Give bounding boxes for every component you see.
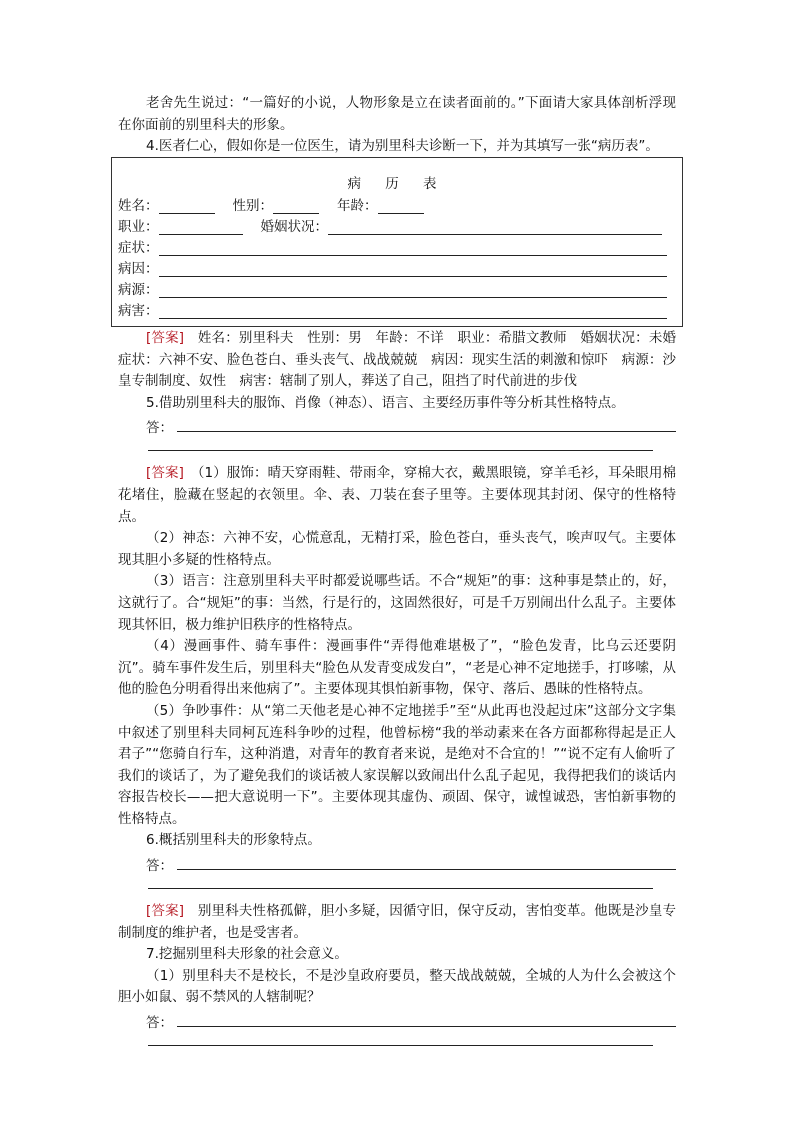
answers-section <box>118 328 690 1046</box>
source-field[interactable] <box>159 283 667 298</box>
answer-5-1: [答案] （1）服饰：晴天穿雨鞋、带雨伞，穿棉大衣，戴黑眼镜，穿羊毛衫，耳朵眼用棉花堵住，脸藏在竖起的衣领里。伞、表、刀装在套子里等。主要体现其封闭、保守的性格特点。 <box>118 465 676 525</box>
form-row-cause <box>118 257 667 277</box>
answer-line-5 <box>118 414 676 436</box>
answer-tag: [答案] <box>146 330 185 346</box>
answer-line-6 <box>118 852 676 874</box>
cause-field[interactable] <box>159 262 667 277</box>
answer-tag: [答案] <box>146 903 185 920</box>
answer-5-5: （5）争吵事件：从“第二天他老是心神不定地搓手”至“从此再也没起过床”这部分文字集中叙述了别里科夫同柯瓦连科争吵的过程，他曾标榜“我的举动素来在各方面都称得起是正人君子”“您骑自行车，这种消遣，对青年的教育者来说，是绝对不合宜的！”“说不定有人偷听了我们的谈话了，为了避免我们的谈话被人家误解以致闹出什么乱子起见，我得把我们的谈话内容报告校长——把大意说明一下”。主要体现其虚伪、顽固、保守，诚惶诚恐，害怕新事物的性格特点。 <box>118 702 676 827</box>
answer-4: [答案] 姓名：别里科夫 性别：男 年龄：不详 职业：希腊文教师 婚姻状况：未婚 症状：六神不安、脸色苍白、垂头丧气、战战兢兢 病因：现实生活的刺激和惊吓 病源：沙皇专制制度、奴性 病害：辖制了别人，葬送了自己，阻挡了时代前进的步伐 <box>118 330 690 390</box>
gender-field[interactable] <box>273 199 319 214</box>
answer-input-5b[interactable] <box>148 436 653 451</box>
answer-input-5[interactable] <box>177 431 676 432</box>
form-row-symptom <box>118 236 667 256</box>
answer-6: [答案] 别里科夫性格孤僻，胆小多疑，因循守旧，保守反动，害怕变革。他既是沙皇专制制度的维护者，也是受害者。 <box>118 903 676 941</box>
job-label: 职业： <box>118 219 159 235</box>
question-7: 7.挖掘别里科夫形象的社会意义。 <box>146 946 348 963</box>
answer-5-4: （4）漫画事件、骑车事件：漫画事件“弄得他难堪极了”，“脸色发青，比乌云还要阴沉”。骑车事件发生后，别里科夫“脸色从发青变成发白”，“老是心神不定地搓手，打哆嗦，从他的脸色分明看得出来他病了”。主要体现其惧怕新事物，保守、落后、愚昧的性格特点。 <box>118 638 676 698</box>
symptom-field[interactable] <box>159 241 667 256</box>
answer-input-6[interactable] <box>177 869 676 870</box>
intro-paragraph: 老舍先生说过：“一篇好的小说，人物形象是立在读者面前的。”下面请大家具体剖析浮现在你面前的别里科夫的形象。 <box>118 95 676 133</box>
marriage-field[interactable] <box>328 220 662 235</box>
question-5: 5.借助别里科夫的服饰、肖像（神态）、语言、主要经历事件等分析其性格特点。 <box>146 394 625 411</box>
age-label: 年龄： <box>337 198 378 214</box>
answer-label: 答： <box>146 420 173 437</box>
name-label: 姓名： <box>118 198 159 214</box>
gender-label: 性别： <box>232 198 273 214</box>
cause-label: 病因： <box>118 261 159 277</box>
harm-field[interactable] <box>159 304 667 319</box>
question-6: 6.概括别里科夫的形象特点。 <box>146 832 321 849</box>
answer-5-2: （2）神态：六神不安，心慌意乱，无精打采，脸色苍白，垂头丧气，唉声叹气。主要体现其胆小多疑的性格特点。 <box>118 530 676 568</box>
answer-tag: [答案] <box>146 465 184 482</box>
answer-5-3: （3）语言：注意别里科夫平时都爱说哪些话。不合“规矩”的事：这种事是禁止的，好，这就行了。合“规矩”的事：当然，行是行的，这固然很好，可是千万别闹出什么乱子。主要体现其怀旧，极力维护旧秩序的性格特点。 <box>118 573 676 633</box>
answer-line-7 <box>118 1009 676 1031</box>
form-row-source <box>118 278 667 298</box>
form-row-basic <box>118 194 442 214</box>
marriage-label: 婚姻状况： <box>260 219 328 235</box>
source-label: 病源： <box>118 282 159 298</box>
answer-label: 答： <box>146 1015 173 1032</box>
question-4: 4.医者仁心，假如你是一位医生，请为别里科夫诊断一下，并为其填写一张“病历表”。 <box>146 138 659 155</box>
form-row-harm <box>118 299 667 319</box>
answer-input-7[interactable] <box>177 1026 676 1027</box>
answer-label: 答： <box>146 858 173 875</box>
form-title: 病 历 表 <box>347 176 447 192</box>
harm-label: 病害： <box>118 303 159 319</box>
age-field[interactable] <box>378 199 424 214</box>
answer-input-7b[interactable] <box>148 1031 653 1046</box>
name-field[interactable] <box>159 199 215 214</box>
document-page <box>118 93 676 158</box>
medical-record-form <box>111 157 683 327</box>
question-7-1: （1）别里科夫不是校长，不是沙皇政府要员，整天战战兢兢，全城的人为什么会被这个胆小如鼠、弱不禁风的人辖制呢？ <box>118 967 676 1006</box>
form-row-job <box>118 215 662 235</box>
answer-input-6b[interactable] <box>148 874 653 889</box>
job-field[interactable] <box>159 220 243 235</box>
symptom-label: 症状： <box>118 240 159 256</box>
